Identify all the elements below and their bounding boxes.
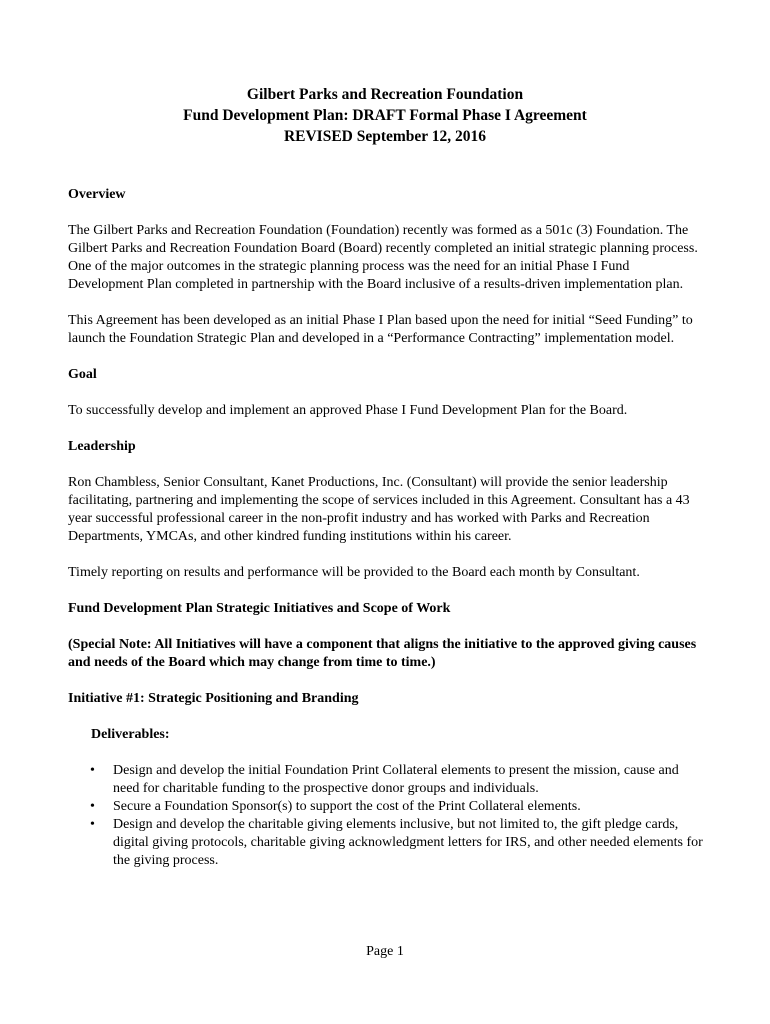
deliverable-text: Secure a Foundation Sponsor(s) to support the cost of the Print Collateral elements. <box>113 799 581 814</box>
deliverables-heading: Deliverables: <box>91 727 170 742</box>
overview-paragraph-2: This Agreement has been developed as an initial Phase I Plan based upon the need for initial “Seed Funding” to launch the Foundation Strategic Plan and developed in a “Performance Contracting” implementation model. <box>68 313 693 346</box>
bullet-icon: • <box>90 799 95 814</box>
title-line-2: Fund Development Plan: DRAFT Formal Phase I Agreement <box>183 107 587 124</box>
deliverables-list <box>68 762 708 870</box>
bullet-icon: • <box>90 817 95 832</box>
goal-heading: Goal <box>68 367 97 382</box>
deliverable-text: Design and develop the initial Foundation Print Collateral elements to present the mission, cause and need for charitable funding to the prospective donor groups and individuals. <box>113 763 679 796</box>
page-number: Page 1 <box>366 944 404 959</box>
goal-paragraph: To successfully develop and implement an approved Phase I Fund Development Plan for the Board. <box>68 403 628 418</box>
bullet-icon: • <box>90 763 95 778</box>
special-note: (Special Note: All Initiatives will have a component that aligns the initiative to the approved giving causes and needs of the Board which may change from time to time.) <box>68 637 697 670</box>
initiative-1-heading: Initiative #1: Strategic Positioning and Branding <box>68 691 359 706</box>
leadership-heading: Leadership <box>68 439 136 454</box>
document-title <box>0 84 770 147</box>
leadership-paragraph-2: Timely reporting on results and performance will be provided to the Board each month by Consultant. <box>68 565 640 580</box>
overview-paragraph-1: The Gilbert Parks and Recreation Foundation (Foundation) recently was formed as a 501c (3) Foundation. The Gilbert Parks and Recreation Foundation Board (Board) recently completed an initial strategic planning process. One of the major outcomes in the strategic planning process was the need for an initial Phase I Fund Development Plan completed in partnership with the Board inclusive of a results-driven implementation plan. <box>68 223 698 292</box>
list-item <box>68 798 708 816</box>
leadership-paragraph-1: Ron Chambless, Senior Consultant, Kanet Productions, Inc. (Consultant) will provide the senior leadership facilitating, partnering and implementing the scope of services included in this Agreement. Consultant has a 43 year successful professional career in the non-profit industry and has worked with Parks and Recreation Departments, YMCAs, and other kindred funding institutions within his career. <box>68 475 690 544</box>
title-line-1: Gilbert Parks and Recreation Foundation <box>246 86 524 103</box>
initiatives-heading: Fund Development Plan Strategic Initiatives and Scope of Work <box>68 601 451 616</box>
deliverable-text: Design and develop the charitable giving elements inclusive, but not limited to, the gift pledge cards, digital giving protocols, charitable giving acknowledgment letters for IRS, and other needed elements for the giving process. <box>113 817 703 868</box>
document-body <box>68 186 708 870</box>
list-item <box>68 816 708 870</box>
list-item <box>68 762 708 798</box>
overview-heading: Overview <box>68 187 126 202</box>
title-line-3: REVISED September 12, 2016 <box>283 128 487 145</box>
